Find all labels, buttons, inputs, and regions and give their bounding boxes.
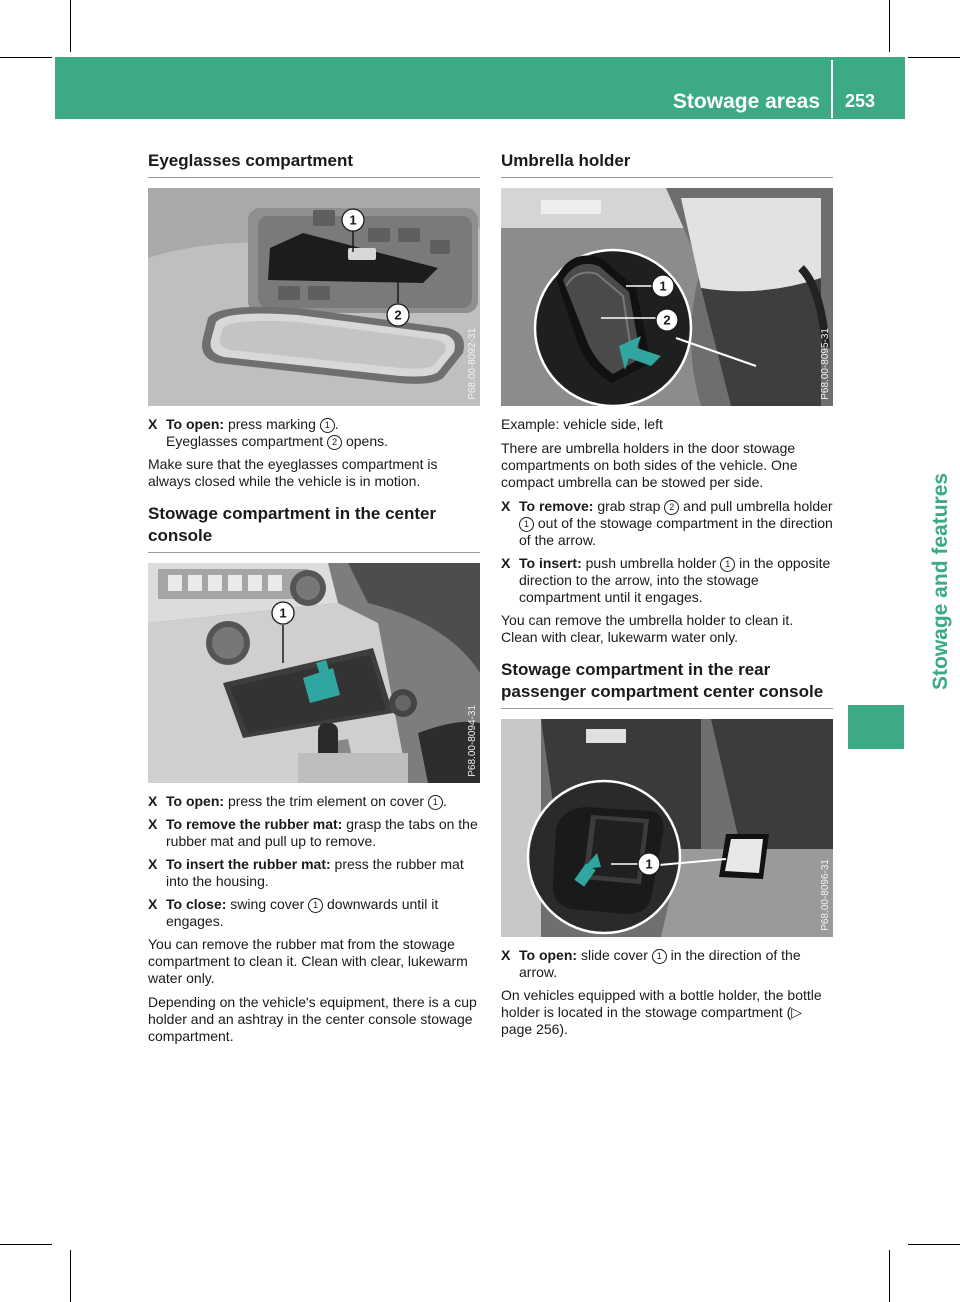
- svg-text:1: 1: [279, 605, 287, 621]
- step-close-console: X To close: swing cover 1 downwards until it engages.: [148, 896, 439, 929]
- crop-mark: [889, 1250, 890, 1302]
- crop-mark: [908, 1244, 960, 1245]
- callout-1: 1: [652, 949, 667, 964]
- figure-center-console: [148, 563, 480, 783]
- header-divider: [831, 60, 833, 118]
- paragraph: You can remove the rubber mat from the stowage compartment to clean it. Clean with clear, lukewarm water only.: [148, 936, 468, 986]
- svg-text:1: 1: [645, 856, 653, 872]
- crop-mark: [0, 1244, 52, 1245]
- crop-mark: [0, 57, 52, 58]
- callout-1: 1: [308, 898, 323, 913]
- umbrella-illustration: [501, 188, 833, 406]
- crop-mark: [889, 0, 890, 52]
- heading-umbrella: Umbrella holder: [501, 150, 833, 178]
- figure-rear-console: [501, 719, 833, 937]
- heading-center-console: Stowage compartment in the center console: [148, 503, 480, 553]
- step-insert-mat: X To insert the rubber mat: press the rubber mat into the housing.: [148, 856, 464, 889]
- figure-code: P68.00-8092-31: [467, 328, 478, 400]
- step-marker: X: [148, 793, 158, 809]
- crop-mark: [70, 1250, 71, 1302]
- figure-umbrella: [501, 188, 833, 406]
- figure-code: P68.00-8096-31: [820, 859, 831, 931]
- svg-text:1: 1: [349, 212, 357, 228]
- side-tab-label: Stowage and features: [929, 472, 952, 690]
- svg-text:2: 2: [663, 312, 671, 328]
- step-marker: X: [501, 555, 511, 571]
- callout-1: 1: [320, 418, 335, 433]
- callout-1: 1: [519, 517, 534, 532]
- rear-console-illustration: [501, 719, 833, 937]
- figure-eyeglasses: [148, 188, 480, 406]
- crop-mark: [70, 0, 71, 52]
- section-title: Stowage areas: [672, 90, 820, 113]
- step-insert-umbrella: X To insert: push umbrella holder 1 in the opposite direction to the arrow, into the stowage compartment until it engages.: [501, 555, 831, 605]
- callout-1: 1: [720, 557, 735, 572]
- callout-1: 1: [428, 795, 443, 810]
- side-tab: [913, 125, 960, 695]
- callout-2: 2: [327, 435, 342, 450]
- crop-mark: [908, 57, 960, 58]
- step-open-eyeglasses: X To open: press marking 1 . Eyeglasses compartment 2 opens.: [148, 416, 389, 449]
- step-marker: X: [148, 416, 158, 432]
- paragraph: On vehicles equipped with a bottle holder, the bottle holder is located in the stowage compartment (▷ page 256).: [501, 987, 822, 1037]
- right-column: [501, 150, 833, 1045]
- step-open-rear-console: X To open: slide cover 1 in the direction of the arrow.: [501, 947, 801, 980]
- step-marker: X: [501, 947, 511, 963]
- step-remove-umbrella: X To remove: grab strap 2 and pull umbrella holder 1 out of the stowage compartment in the direction of the arrow.: [501, 498, 833, 548]
- paragraph: There are umbrella holders in the door stowage compartments on both sides of the vehicle. One compact umbrella can be stowed per side.: [501, 440, 798, 490]
- paragraph: You can remove the umbrella holder to clean it. Clean with clear, lukewarm water only.: [501, 612, 794, 645]
- heading-rear-console: Stowage compartment in the rear passenger compartment center console: [501, 659, 833, 709]
- svg-text:1: 1: [659, 278, 667, 294]
- svg-text:2: 2: [394, 307, 402, 323]
- step-marker: X: [148, 856, 158, 872]
- side-tab-marker: [848, 705, 904, 749]
- step-marker: X: [148, 896, 158, 912]
- step-marker: X: [148, 816, 158, 832]
- figure-code: P68.00-8095-31: [820, 328, 831, 400]
- figure-caption: Example: vehicle side, left: [501, 416, 663, 432]
- step-open-console: X To open: press the trim element on cover 1 .: [148, 793, 447, 809]
- paragraph: Make sure that the eyeglasses compartment is always closed while the vehicle is in motion.: [148, 456, 438, 489]
- paragraph: Depending on the vehicle's equipment, there is a cup holder and an ashtray in the center console stowage compartment.: [148, 994, 477, 1044]
- step-remove-mat: X To remove the rubber mat: grasp the tabs on the rubber mat and pull up to remove.: [148, 816, 478, 849]
- heading-eyeglasses: Eyeglasses compartment: [148, 150, 480, 178]
- page-number: 253: [845, 91, 876, 111]
- eyeglasses-illustration: [148, 188, 480, 406]
- step-marker: X: [501, 498, 511, 514]
- callout-2: 2: [664, 500, 679, 515]
- left-column: [148, 150, 480, 1052]
- center-console-illustration: [148, 563, 480, 783]
- figure-code: P68.00-8094-31: [467, 705, 478, 777]
